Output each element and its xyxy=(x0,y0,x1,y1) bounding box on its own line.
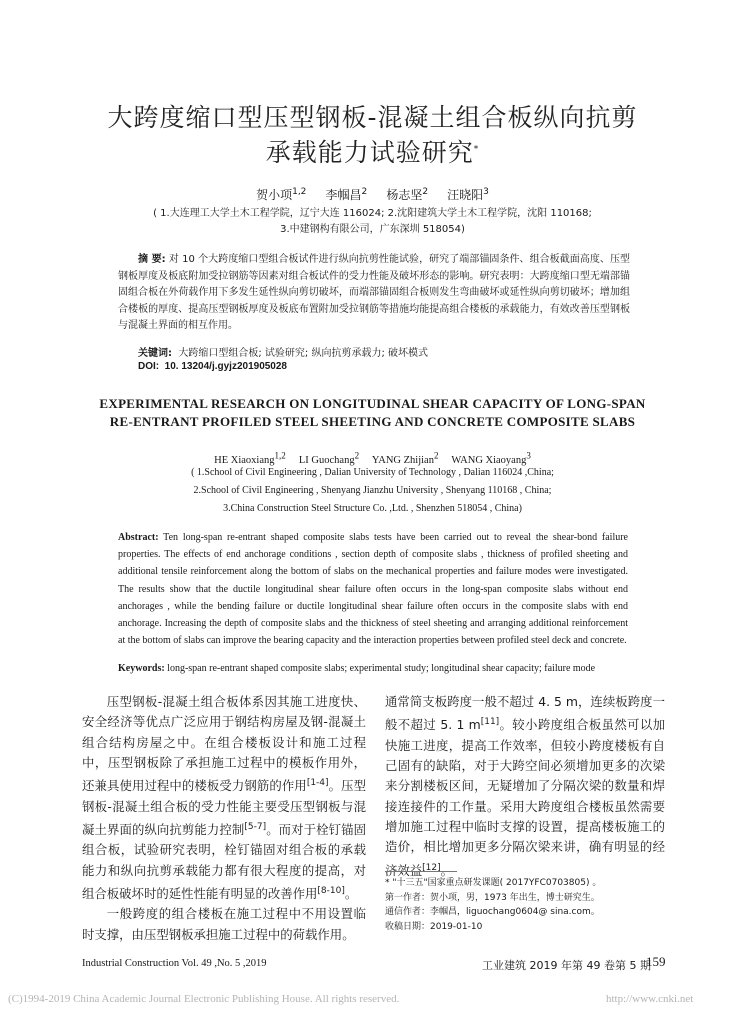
author-cn-2: 李帼昌$^2$ xyxy=(325,187,368,202)
author-en-4: WANG Xiaoyang3 xyxy=(451,450,531,466)
footnote-first-author: 第一作者：贺小项，男，1973 年出生，博士研究生。 xyxy=(385,892,600,903)
citation-8-10[interactable]: [8-10] xyxy=(317,885,345,896)
affiliation-en-1: ( 1.School of Civil Engineering , Dalian University of Technology , Dalian 116024 ,China; xyxy=(191,467,554,478)
author-cn-1: 贺小项$^{1,2}$ xyxy=(256,187,307,202)
citation-11[interactable]: [11] xyxy=(480,717,500,728)
abstract-cn-label: 摘 要: xyxy=(138,254,166,265)
abstract-en-label: Abstract: xyxy=(118,532,159,543)
title-en-line1: EXPERIMENTAL RESEARCH ON LONGITUDINAL SHEAR CAPACITY OF LONG-SPAN xyxy=(99,396,646,411)
affiliation-cn-line2: 3.中建钢构有限公司，广东深圳 518054) xyxy=(280,224,465,235)
author-en-2: LI Guochang2 xyxy=(298,450,360,466)
title-en-line2: RE-ENTRANT PROFILED STEEL SHEETING AND CONCRETE COMPOSITE SLABS xyxy=(109,414,636,429)
body-paragraph-2: 一般跨度的组合楼板在施工过程中不用设置临时支撑，由压型钢板承担施工过程中的荷载作用。 xyxy=(82,906,366,942)
affiliation-en-3: 3.China Construction Steel Structure Co. ,Ltd. , Shenzhen 518054 , China) xyxy=(223,503,522,514)
abstract-cn-text: 对 10 个大跨度缩口型组合板试件进行纵向抗剪性能试验，研究了端部锚固条件、组合板截面高度、压型钢板厚度及板底附加受拉钢筋等因素对组合板试件的受力性能及破坏形态的影响。研究表明：大跨度缩口型无端部锚固组合板在外荷载作用下多发生延性纵向剪切破坏，而端部锚固组合板则发生弯曲破坏或延性纵向剪切破坏；增加组合楼板的厚度、提高压型钢板厚度及板底布置附加受拉钢筋等措施均能提高组合楼板的承载能力，有效改善压型钢板与混凝土界面的相互作用。 xyxy=(118,254,630,332)
authors-en xyxy=(0,450,745,466)
affiliation-cn-line1: ( 1.大连理工大学土木工程学院，辽宁大连 116024; 2.沈阳建筑大学土木工程学院，沈阳 110168; xyxy=(153,208,592,219)
body-right-column xyxy=(385,692,665,881)
citation-5-7[interactable]: [5-7] xyxy=(244,821,267,832)
abstract-cn xyxy=(118,252,630,335)
keywords-cn-text: 大跨缩口型组合板; 试验研究; 纵向抗剪承载力; 破坏模式 xyxy=(178,348,429,359)
title-cn-line2-text: 承载能力试验研究 xyxy=(265,138,474,167)
footnote-corresponding: 通信作者：李帼昌，liguochang0604@ sina.com。 xyxy=(385,907,600,917)
doi-link[interactable]: 10. 13204/j.gyjz201905028 xyxy=(164,361,287,372)
keywords-en: Keywords: long-span re-entrant shaped composite slabs; experimental study; longitudinal shear capacity; failure mode xyxy=(118,663,596,674)
citation-12[interactable]: [12] xyxy=(422,862,441,873)
citation-1-4[interactable]: [1-4] xyxy=(306,778,329,789)
footnote-fund: * "十三五"国家重点研发课题( 2017YFC0703805) 。 xyxy=(385,878,602,888)
page-number: 159 xyxy=(646,954,666,969)
footnote-received: 收稿日期：2019-01-10 xyxy=(385,921,483,932)
title-cn-line1: 大跨度缩口型压型钢板-混凝土组合板纵向抗剪 xyxy=(107,103,638,132)
title-cn-line2 xyxy=(0,133,745,169)
footnote-rule xyxy=(385,871,457,872)
abstract-en xyxy=(118,529,628,649)
body-paragraph-3: 通常简支板跨度一般不超过 4. 5 m，连续板跨度一般不超过 5. 1 m[11]。较小跨度组合板虽然可以加快施工进度，提高工作效率，但较小跨度楼板有自己固有的缺陷，对于大跨空间必须增加更多的次梁来分割楼板区间，无疑增加了分隔次梁的数量和焊接连接件的工作量。采用大跨度组合楼板虽然需要增加施工过程中临时支撑的设置，提高楼板施工的造价，相比增加更多分隔次梁来讲，确有明显的经济效益[12]。 xyxy=(385,694,665,878)
title-footnote-mark[interactable]: * xyxy=(473,144,480,155)
affiliation-en-2: 2.School of Civil Engineering , Shenyang Jianzhu University , Shenyang 110168 , China; xyxy=(193,485,552,496)
keywords-cn: 关键词: 大跨缩口型组合板; 试验研究; 纵向抗剪承载力; 破坏模式 xyxy=(138,348,429,359)
authors-cn xyxy=(0,186,745,203)
copyright-watermark: (C)1994-2019 China Academic Journal Electronic Publishing House. All rights reserved. xyxy=(8,993,400,1005)
body-paragraph-1: 压型钢板-混凝土组合板体系因其施工进度快、安全经济等优点广泛应用于钢结构房屋及钢-混凝土组合结构房屋之中。在组合楼板设计和施工过程中，压型钢板除了承担施工过程中的模板作用外，还兼具使用过程中的楼板受力钢筋的作用[1-4]。压型钢板-混凝土组合板的受力性能主要受压型钢板与混凝土界面的纵向抗剪能力控制[5-7]。而对于栓钉锚固组合板，试验研究表明，栓钉锚固对组合板的承载能力和纵向抗剪承载能力都有很大程度的提高，对组合板破坏时的延性性能有明显的改善作用[8-10]。 xyxy=(82,694,367,902)
author-en-3: YANG Zhijian2 xyxy=(371,450,439,466)
footnotes xyxy=(385,876,665,934)
body-left-column xyxy=(82,692,366,945)
doi: DOI: 10. 13204/j.gyjz201905028 xyxy=(138,361,287,372)
footer-journal-cn: 工业建筑 2019 年第 49 卷第 5 期 xyxy=(482,959,651,972)
keywords-en-text: long-span re-entrant shaped composite slabs; experimental study; longitudinal shear capacity; failure mode xyxy=(167,663,596,674)
cnki-link[interactable]: http://www.cnki.net xyxy=(606,993,694,1005)
author-cn-3: 杨志坚$^2$ xyxy=(386,187,429,202)
author-cn-4: 汪晓阳$^3$ xyxy=(447,187,489,202)
footer-journal-en: Industrial Construction Vol. 49 ,No. 5 ,2019 xyxy=(82,958,267,969)
author-en-1: HE Xiaoxiang1,2 xyxy=(214,450,286,466)
abstract-en-text: Ten long-span re-entrant shaped composite slabs tests have been carried out to reveal the shear-bond failure properties. The effects of end anchorage conditions , section depth of composite slabs , thickness of profiled sheeting and additional tensile reinforcement along the bottom of slabs on the mechanical properties and failure modes were investigated. The results show that the ductile longitudinal shear failure often occurs in the long-span composite slabs without end anchorages , while the bending failure or ductile longitudinal shear failure often occurs in the composite slabs with end anchorage. Increasing the depth of composite slabs and the thickness of steel sheeting and arranging additional reinforcement at the bottom of slabs can improve the bearing capacity and the interaction properties between profiled steel deck and concrete. xyxy=(118,532,628,647)
